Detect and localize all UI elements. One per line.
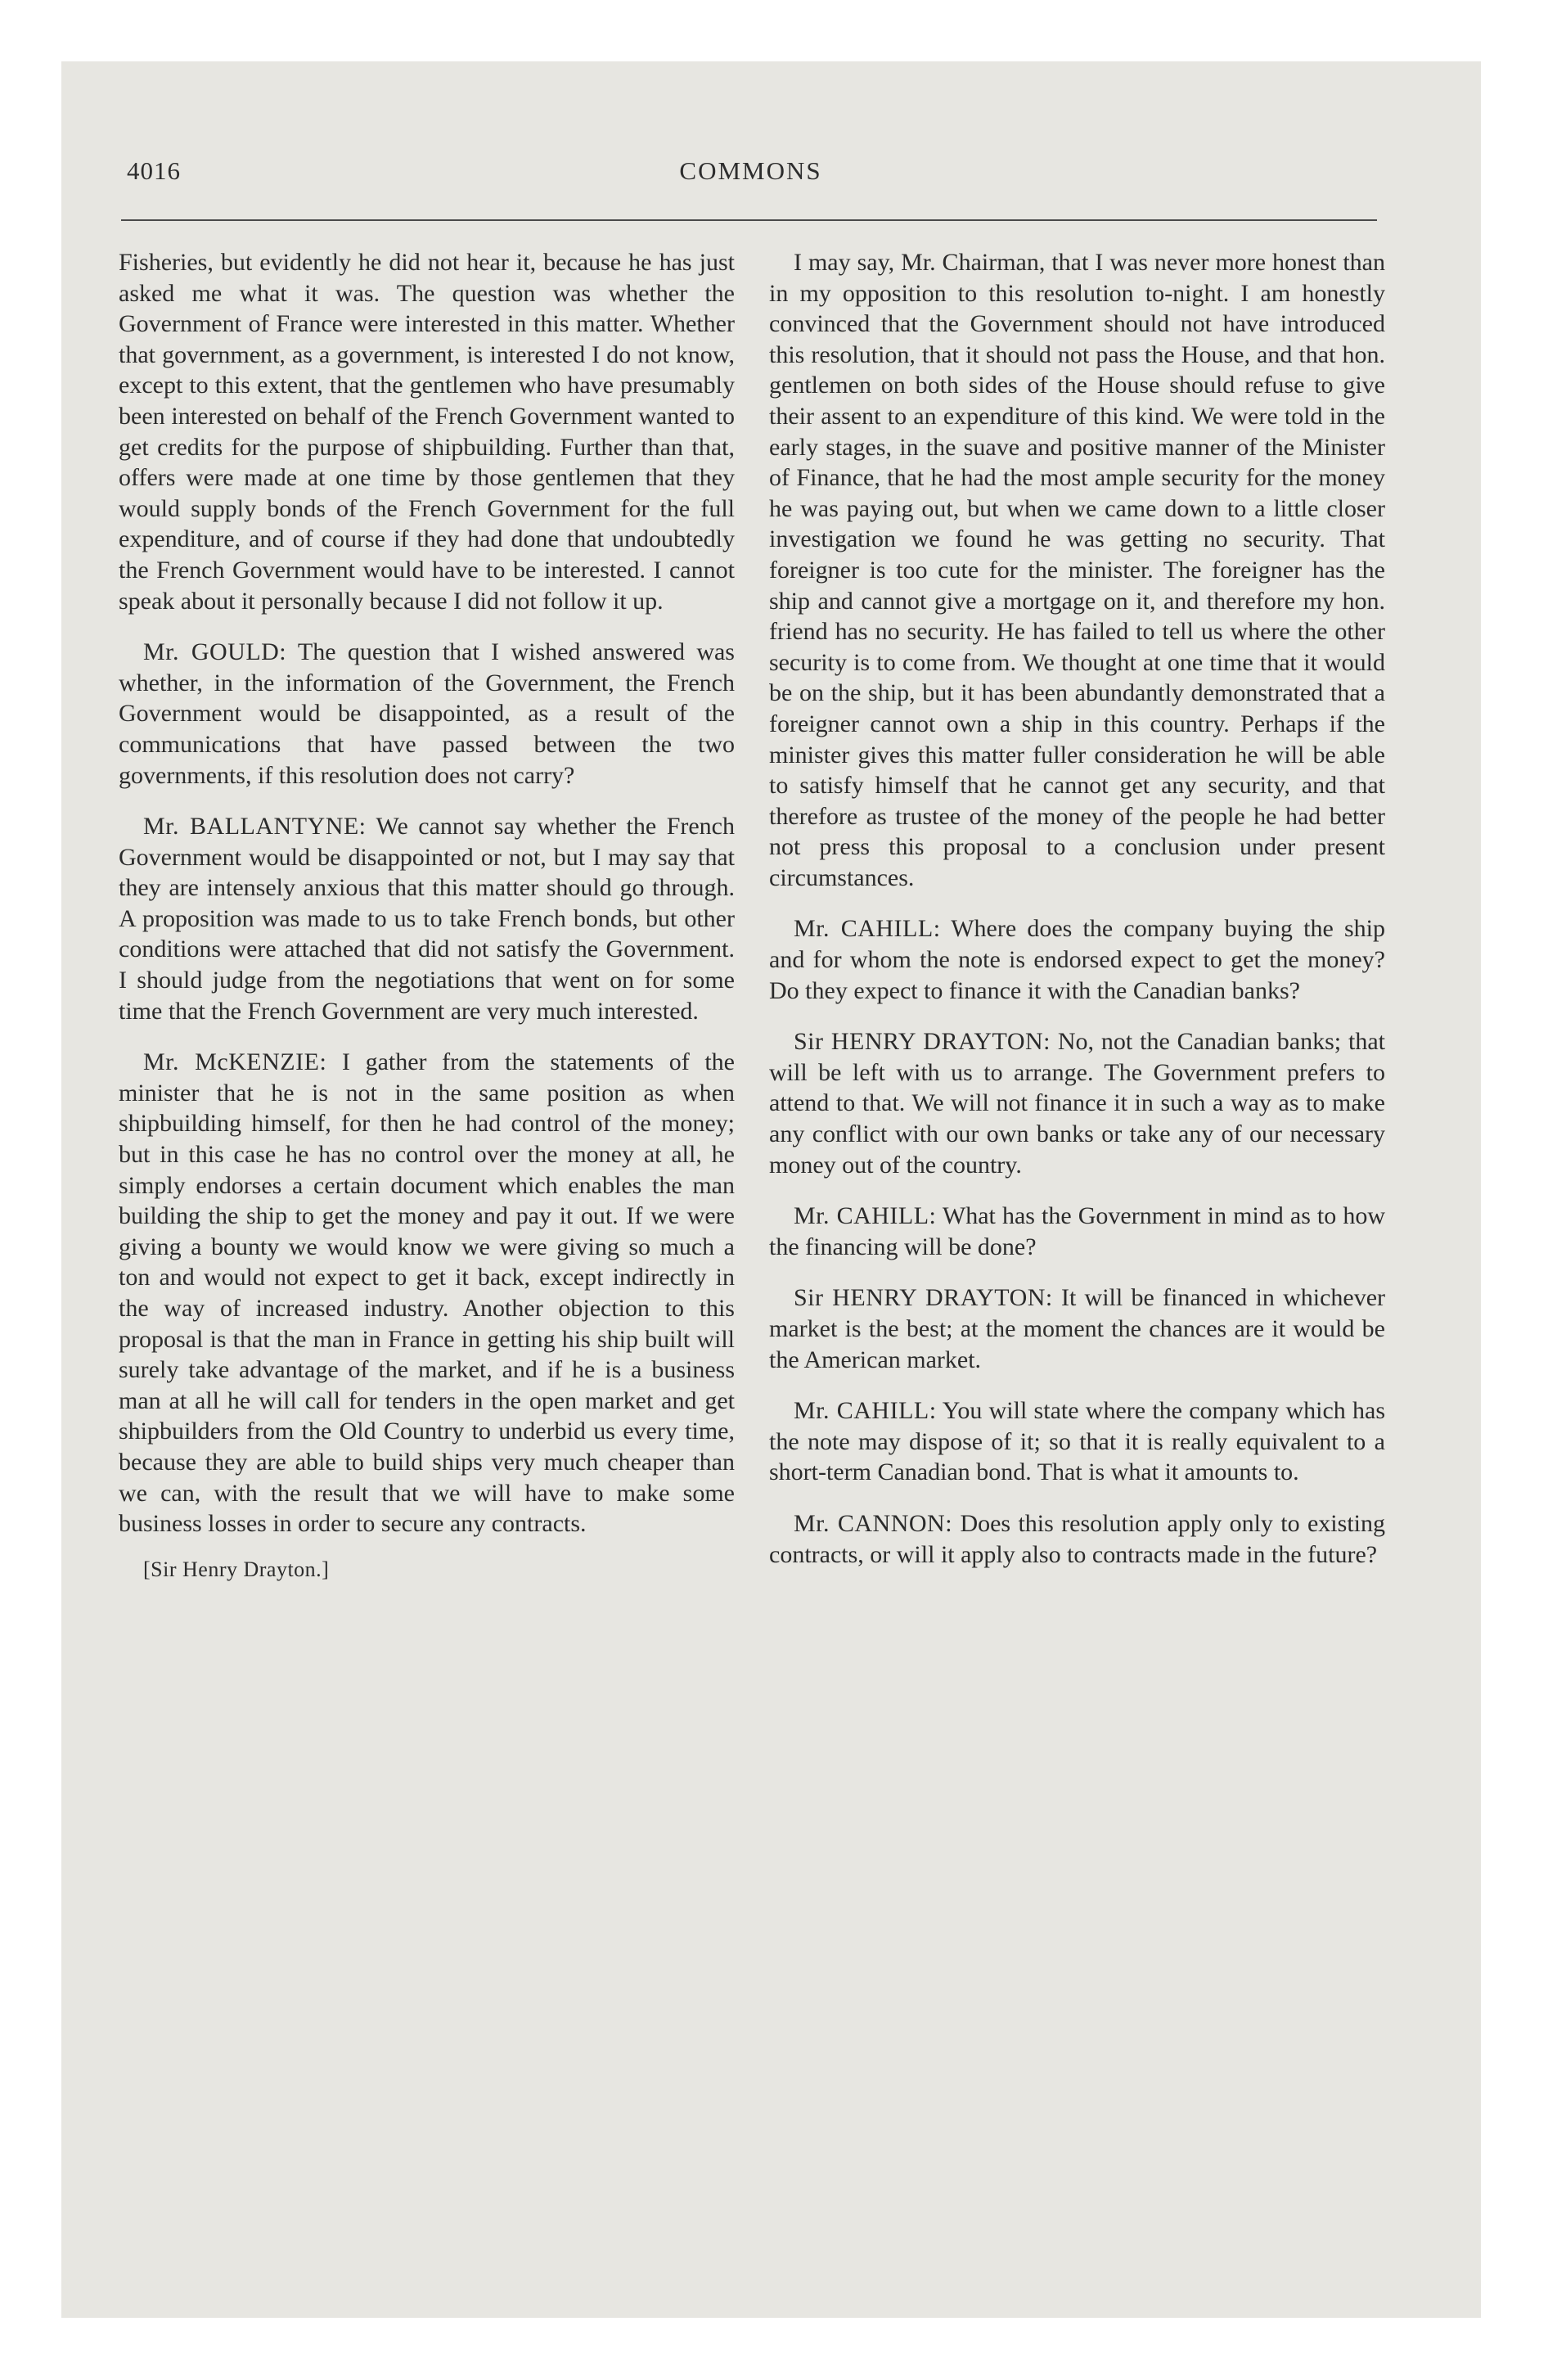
speaker-name: Mr. CAHILL: <box>794 915 941 943</box>
paragraph <box>769 1026 1385 1180</box>
paragraph: I may say, Mr. Chairman, that I was never more honest than in my opposition to this resolution to-night. I am honestly convinced that the Government should not have introduced this resolution, that it should not pass the House, and that hon. gentlemen on both sides of the House should refuse to give their assent to an expenditure of this kind. We were told in the early stages, in the suave and positive manner of the Minister of Finance, that he had the most ample security for the money he was paying out, but when we came down to a little closer investigation we found he was getting no security. That foreigner is too cute for the minister. The foreigner has the ship and cannot give a mortgage on it, and therefore my hon. friend has no security. He has failed to tell us where the other security is to come from. We thought at one time that it would be on the ship, but it has been abundantly demonstrated that a foreigner cannot own a ship in this country. Perhaps if the minister gives this matter fuller consideration he will be able to satisfy himself that he cannot get any security, and that therefore as trustee of the money of the people he had better not press this proposal to a conclusion under present circumstances. <box>769 249 1385 891</box>
speech-text: The question that I wished answered was whether, in the information of the Government, the French Government would be disappointed, as a result of the communications that have passed between the two governments, if this resolution does not carry? <box>119 638 735 789</box>
speaker-name: Mr. CAHILL: <box>794 1397 937 1425</box>
speech-text: You will state where the company which has the note may dispose of it; so that it is really equivalent to a short-term Canadian bond. That is what it amounts to. <box>769 1397 1385 1486</box>
header-rule <box>121 219 1377 221</box>
speaker-name: Sir HENRY DRAYTON: <box>794 1284 1053 1312</box>
paragraph <box>119 637 735 791</box>
paragraph <box>769 913 1385 1006</box>
running-head: COMMONS <box>679 156 822 185</box>
speaker-attribution: [Sir Henry Drayton.] <box>143 1557 330 1581</box>
speech-text: It will be financed in whichever market is the best; at the moment the chances are it would be the American market. <box>769 1284 1385 1373</box>
right-column <box>769 247 1385 1570</box>
speech-text: No, not the Canadian banks; that will be left with us to arrange. The Government prefers to attend to that. We will not finance it in such a way as to make any conflict with our own banks or take any of our necessary money out of the country. <box>769 1028 1385 1179</box>
speech-text: Does this resolution apply only to existing contracts, or will it apply also to contracts made in the future? <box>769 1509 1385 1568</box>
paragraph <box>769 1282 1385 1375</box>
speech-text: Where does the company buying the ship and for whom the note is endorsed expect to get the money? Do they expect to finance it with the Canadian banks? <box>769 915 1385 1004</box>
paragraph <box>769 1508 1385 1570</box>
left-column <box>119 247 735 1584</box>
paragraph <box>769 1395 1385 1488</box>
paragraph <box>119 811 735 1026</box>
speaker-name: Mr. McKENZIE: <box>143 1048 327 1076</box>
speech-text: I gather from the statements of the minister that he is not in the same position as when shipbuilding himself, for then he had control of the money; but in this case he has no control over the money at all, he simply endorses a certain document which enables the man building the ship to get the money and pay it out. If we were giving a bounty we would know we were giving so much a ton and would not expect to get it back, except indirectly in the way of increased industry. Another objection to this proposal is that the man in France in getting his ship built will surely take advantage of the market, and if he is a business man at all he will call for tenders in the open market and get shipbuilders from the Old Country to underbid us every time, because they are able to build ships very much cheaper than we can, with the result that we will have to make some business losses in order to secure any contracts. <box>119 1048 735 1538</box>
page-number: 4016 <box>127 156 181 185</box>
speech-text: What has the Government in mind as to how the financing will be done? <box>769 1202 1385 1260</box>
speaker-name: Mr. BALLANTYNE: <box>143 813 367 841</box>
speech-text: We cannot say whether the French Government would be disappointed or not, but I may say that they are intensely anxious that this matter should go through. A proposition was made to us to take French bonds, but other conditions were attached that did not satisfy the Government. I should judge from the negotiations that went on for some time that the French Government are very much interested. <box>119 813 735 1025</box>
paragraph <box>769 1201 1385 1262</box>
paragraph: Fisheries, but evidently he did not hear it, because he has just asked me what it was. The question was whether the Government of France were interested in this matter. Whether that government, as a government, is interested I do not know, except to this extent, that the gentlemen who have presumably been interested on behalf of the French Government wanted to get credits for the purpose of shipbuilding. Further than that, offers were made at one time by those gentlemen that they would supply bonds of the French Government for the full expenditure, and of course if they had done that undoubtedly the French Government would have to be interested. I cannot speak about it personally because I did not follow it up. <box>119 249 735 615</box>
page-header <box>127 156 1375 196</box>
speaker-name: Sir HENRY DRAYTON: <box>794 1028 1051 1056</box>
speaker-name: Mr. CANNON: <box>794 1509 953 1537</box>
speaker-name: Mr. CAHILL: <box>794 1202 937 1230</box>
paragraph <box>119 1047 735 1539</box>
speaker-name: Mr. GOULD: <box>143 638 287 666</box>
